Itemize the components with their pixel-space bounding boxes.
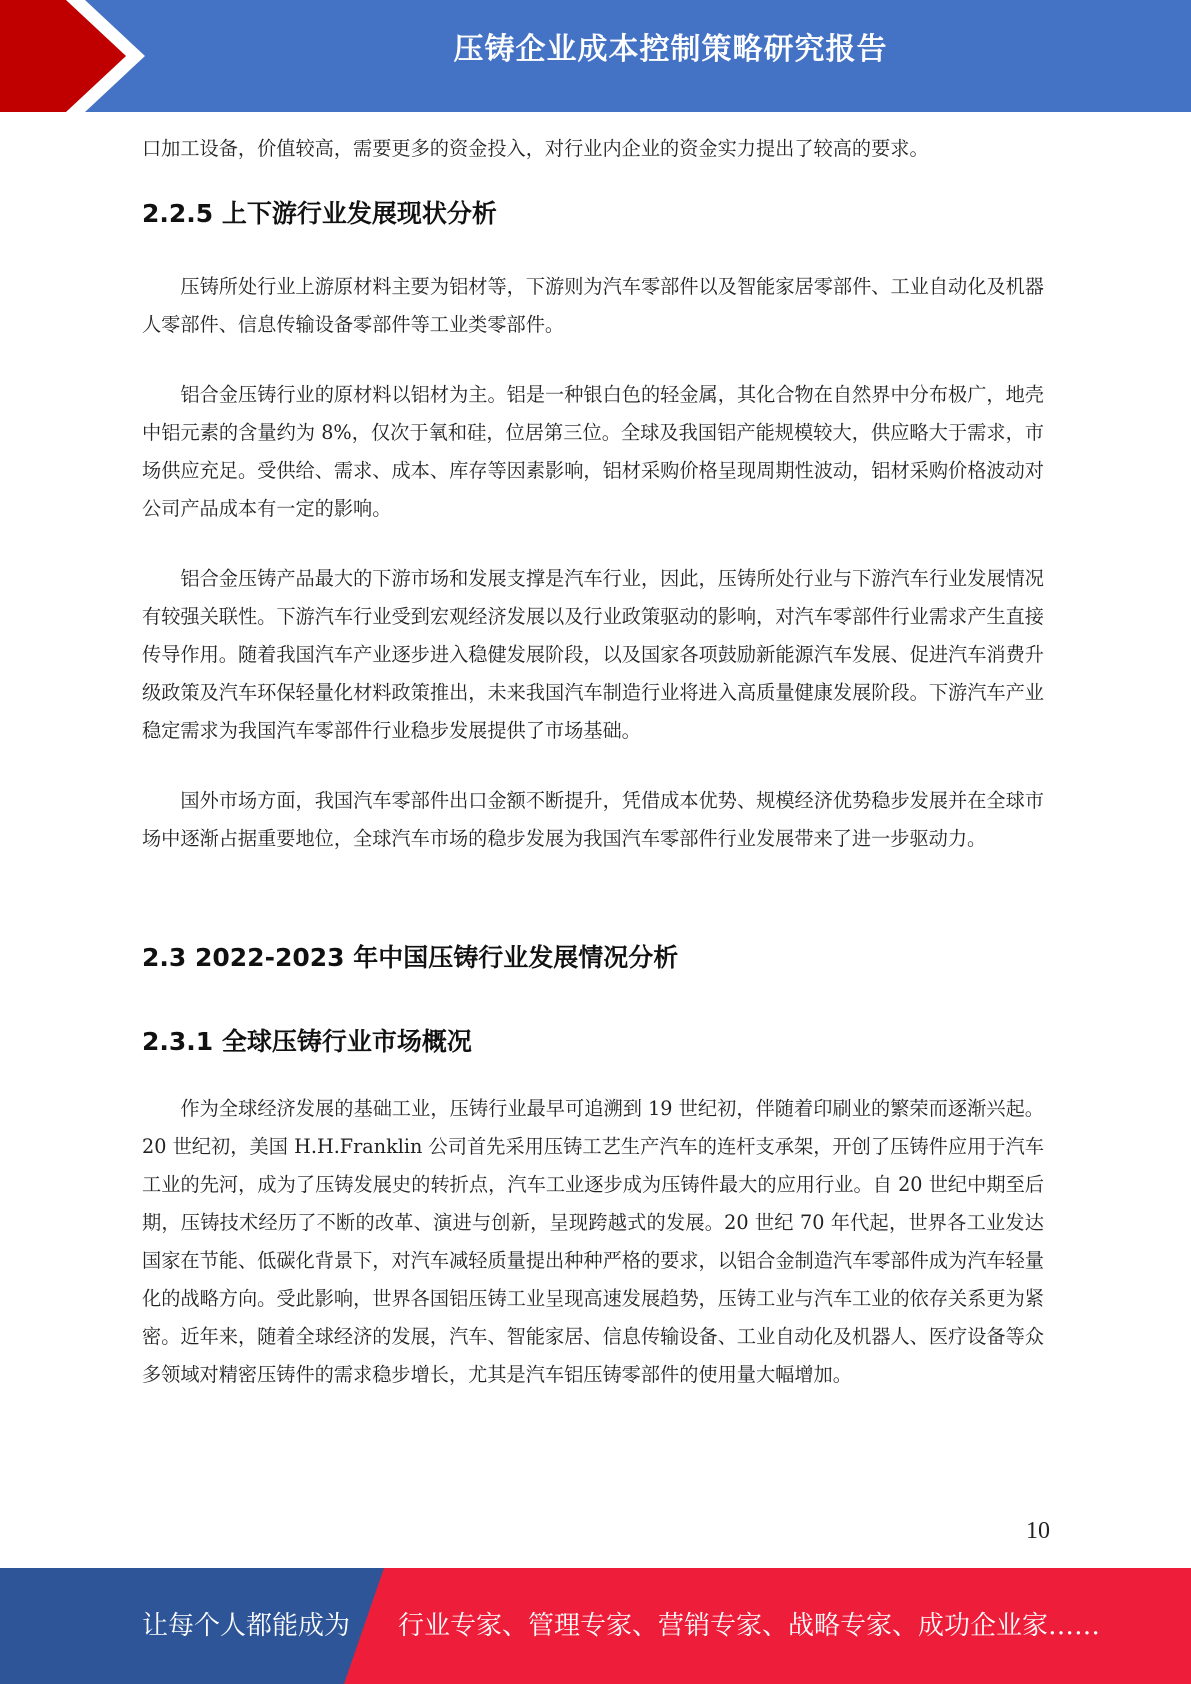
document-body xyxy=(142,130,1044,1394)
paragraph-global-die-casting: 作为全球经济发展的基础工业，压铸行业最早可追溯到 19 世纪初，伴随着印刷业的繁荣而逐渐兴起。20 世纪初，美国 H.H.Franklin 公司首先采用压铸工艺生产汽车的连杆支承架，开创了压铸件应用于汽车工业的先河，成为了压铸发展史的转折点，汽车工业逐步成为压铸件最大的应用行业。自 20 世纪中期至后期，压铸技术经历了不断的改革、演进与创新，呈现跨越式的发展。20 世纪 70 年代起，世界各工业发达国家在节能、低碳化背景下，对汽车减轻质量提出种种严格的要求，以铝合金制造汽车零部件成为汽车轻量化的战略方向。受此影响，世界各国铝压铸工业呈现高速发展趋势，压铸工业与汽车工业的依存关系更为紧密。近年来，随着全球经济的发展，汽车、智能家居、信息传输设备、工业自动化及机器人、医疗设备等众多领域对精密压铸件的需求稳步增长，尤其是汽车铝压铸零部件的使用量大幅增加。 xyxy=(142,1097,1044,1386)
paragraph-aluminum-material: 铝合金压铸行业的原材料以铝材为主。铝是一种银白色的轻金属，其化合物在自然界中分布极广，地壳中铝元素的含量约为 8%，仅次于氧和硅，位居第三位。全球及我国铝产能规模较大，供应略大于需求，市场供应充足。受供给、需求、成本、库存等因素影响，铝材采购价格呈现周期性波动，铝材采购价格波动对公司产品成本有一定的影响。 xyxy=(142,383,1044,520)
paragraph-foreign-market: 国外市场方面，我国汽车零部件出口金额不断提升，凭借成本优势、规模经济优势稳步发展并在全球市场中逐渐占据重要地位，全球汽车市场的稳步发展为我国汽车零部件行业发展带来了进一步驱动力。 xyxy=(142,789,1044,850)
section-heading-2-2-5: 2.2.5 上下游行业发展现状分析 xyxy=(142,199,497,228)
page-footer xyxy=(0,1568,1191,1684)
header-arrow-decoration xyxy=(0,0,160,112)
footer-slogan-right: 行业专家、管理专家、营销专家、战略专家、成功企业家…… xyxy=(398,1611,1101,1641)
report-title: 压铸企业成本控制策略研究报告 xyxy=(453,32,888,67)
section-heading-2-3-1: 2.3.1 全球压铸行业市场概况 xyxy=(142,1027,472,1056)
section-heading-2-3: 2.3 2022-2023 年中国压铸行业发展情况分析 xyxy=(142,943,679,972)
footer-slogan-left: 让每个人都能成为 xyxy=(142,1611,351,1641)
paragraph-upstream-downstream: 压铸所处行业上游原材料主要为铝材等，下游则为汽车零部件以及智能家居零部件、工业自动化及机器人零部件、信息传输设备零部件等工业类零部件。 xyxy=(142,275,1044,336)
paragraph-automotive-downstream: 铝合金压铸产品最大的下游市场和发展支撑是汽车行业，因此，压铸所处行业与下游汽车行业发展情况有较强关联性。下游汽车行业受到宏观经济发展以及行业政策驱动的影响，对汽车零部件行业需求产生直接传导作用。随着我国汽车产业逐步进入稳健发展阶段，以及国家各项鼓励新能源汽车发展、促进汽车消费升级政策及汽车环保轻量化材料政策推出，未来我国汽车制造行业将进入高质量健康发展阶段。下游汽车产业稳定需求为我国汽车零部件行业稳步发展提供了市场基础。 xyxy=(142,567,1044,742)
page-header xyxy=(0,0,1191,112)
page-number: 10 xyxy=(1026,1518,1050,1544)
paragraph-continued: 口加工设备，价值较高，需要更多的资金投入，对行业内企业的资金实力提出了较高的要求。 xyxy=(142,137,929,160)
